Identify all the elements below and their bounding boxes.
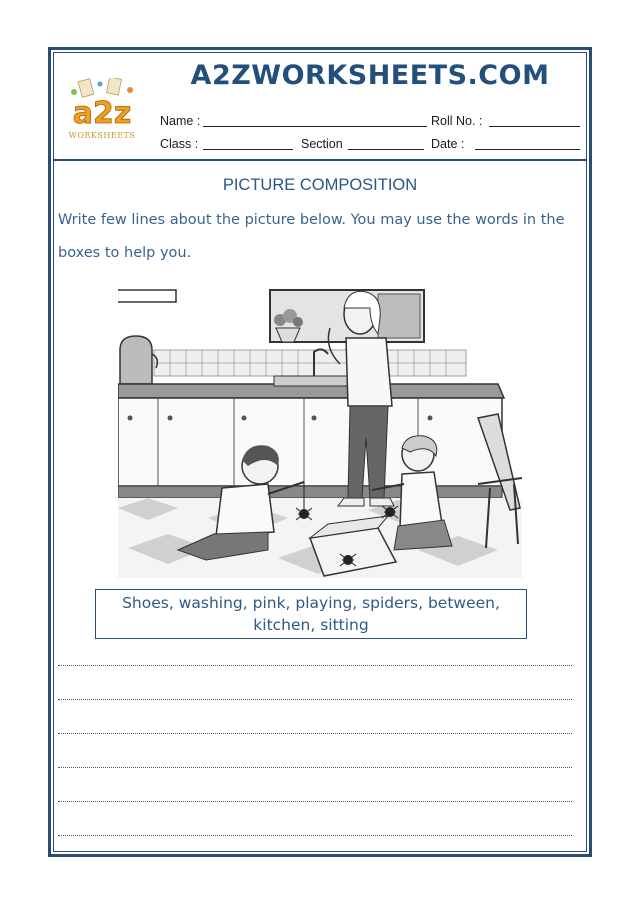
site-title: A2ZWORKSHEETS.COM bbox=[190, 60, 550, 91]
section-label: Section bbox=[301, 137, 343, 151]
logo-subtext: WORKSHEETS bbox=[68, 131, 136, 140]
date-field[interactable] bbox=[475, 149, 580, 150]
section-field[interactable] bbox=[348, 149, 424, 150]
kitchen-illustration bbox=[118, 288, 522, 578]
a2z-logo bbox=[60, 78, 144, 144]
writing-line[interactable] bbox=[58, 835, 572, 836]
writing-line[interactable] bbox=[58, 801, 572, 802]
writing-line[interactable] bbox=[58, 665, 572, 666]
word-box-line-1: Shoes, washing, pink, playing, spiders, between, bbox=[122, 594, 500, 612]
class-label: Class : bbox=[160, 137, 199, 151]
word-box-line-2: kitchen, sitting bbox=[253, 616, 369, 634]
writing-line[interactable] bbox=[58, 699, 572, 700]
worksheet-title: PICTURE COMPOSITION bbox=[222, 176, 418, 194]
writing-line[interactable] bbox=[58, 733, 572, 734]
instruction-line-2: boxes to help you. bbox=[58, 245, 192, 261]
svg-text:a2z: a2z bbox=[72, 96, 132, 131]
roll-no-field[interactable] bbox=[489, 126, 580, 127]
class-field[interactable] bbox=[203, 149, 293, 150]
name-label: Name : bbox=[160, 114, 201, 128]
roll-no-label: Roll No. : bbox=[431, 114, 483, 128]
instruction-line-1: Write few lines about the picture below. You may use the words in the bbox=[58, 212, 565, 228]
writing-line[interactable] bbox=[58, 767, 572, 768]
date-label: Date : bbox=[431, 137, 465, 151]
name-field[interactable] bbox=[203, 126, 427, 127]
header-divider bbox=[53, 159, 587, 161]
word-box bbox=[95, 589, 527, 639]
